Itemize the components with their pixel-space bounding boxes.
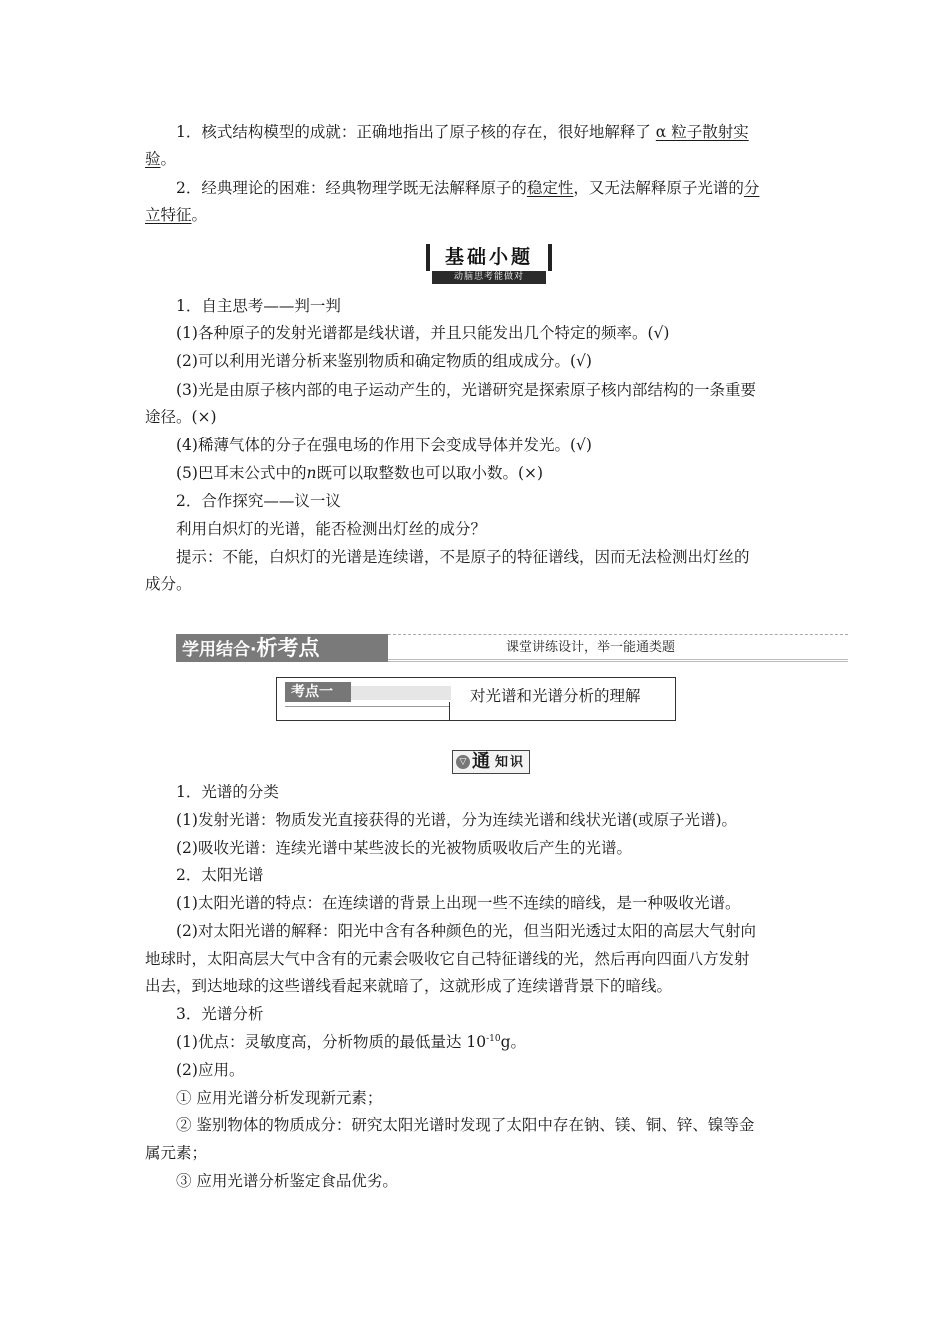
intro-paragraph-2-cont: 立特征。 xyxy=(145,206,208,224)
knowledge-badge xyxy=(452,750,530,774)
badge-title: 基础小题 xyxy=(426,244,552,271)
judge-item: (2)可以利用光谱分析来鉴别物质和确定物质的组成成分。(√) xyxy=(176,352,592,370)
section-label: 学用结合·析考点 xyxy=(176,634,388,662)
badge-text: 知识 xyxy=(495,755,526,770)
underlined-term: 验 xyxy=(145,150,161,168)
judge-item: (1)各种原子的发射光谱都是线状谱，并且只能发出几个特定的频率。(√) xyxy=(176,324,670,342)
content-line: (1)发射光谱：物质发光直接获得的光谱，分为连续光谱和线状光谱(或原子光谱)。 xyxy=(176,811,738,829)
section-header xyxy=(176,634,848,664)
judge-item: (5)巴耳末公式中的n既可以取整数也可以取小数。(×) xyxy=(176,464,544,482)
question-1-title: 1．自主思考——判一判 xyxy=(176,297,341,315)
content-line: 属元素； xyxy=(145,1144,208,1162)
content-line: (2)吸收光谱：连续光谱中某些波长的光被物质吸收后产生的光谱。 xyxy=(176,839,632,857)
content-line: ② 鉴别物体的物质成分：研究太阳光谱时发现了太阳中存在钠、镁、铜、锌、镍等金 xyxy=(176,1116,755,1134)
tag-underline xyxy=(285,702,449,707)
underlined-term: 稳定性 xyxy=(526,179,574,197)
judge-item: (4)稀薄气体的分子在强电场的作用下会变成导体并发光。(√) xyxy=(176,436,592,454)
intro-paragraph-1-cont: 验。 xyxy=(145,150,177,168)
exam-point-title: 对光谱和光谱分析的理解 xyxy=(470,687,641,705)
badge-subtitle: 动脑思考能做对 xyxy=(432,271,546,284)
badge-main-char: 通 xyxy=(472,751,490,772)
underlined-term: 立特征 xyxy=(145,206,192,224)
question-2-prompt: 利用白炽灯的光谱，能否检测出灯丝的成分？ xyxy=(176,520,487,538)
judge-item: (3)光是由原子核内部的电子运动产生的，光谱研究是探索原子核内部结构的一条重要 xyxy=(176,381,756,399)
tag-strip xyxy=(351,686,451,700)
heading-spectrum-types: 1．光谱的分类 xyxy=(176,783,279,801)
down-triangle-icon: ▽ xyxy=(456,755,470,769)
exam-point-box xyxy=(276,677,676,721)
question-2-answer: 提示：不能，白炽灯的光谱是连续谱，不是原子的特征谱线，因而无法检测出灯丝的 xyxy=(176,548,750,566)
content-line: 出去，到达地球的这些谱线看起来就暗了，这就形成了连续谱背景下的暗线。 xyxy=(145,977,673,995)
heading-spectral-analysis: 3．光谱分析 xyxy=(176,1005,264,1023)
underlined-term: α 粒子散射实 xyxy=(655,123,749,141)
question-2-answer-cont: 成分。 xyxy=(145,575,192,593)
basic-exercise-badge xyxy=(426,244,552,285)
content-line: (2)对太阳光谱的解释：阳光中含有各种颜色的光，但当阳光透过太阳的高层大气射向 xyxy=(176,922,756,940)
intro-paragraph-1: 1．核式结构模型的成就：正确地指出了原子核的存在，很好地解释了 α 粒子散射实 xyxy=(176,123,749,141)
question-2-title: 2．合作探究——议一议 xyxy=(176,492,341,510)
underlined-term: 分 xyxy=(743,179,760,197)
intro-paragraph-2: 2．经典理论的困难：经典物理学既无法解释原子的稳定性，又无法解释原子光谱的分 xyxy=(176,179,760,197)
content-line: 地球时，太阳高层大气中含有的元素会吸收它自己特征谱线的光，然后再向四面八方发射 xyxy=(145,950,750,968)
heading-solar-spectrum: 2．太阳光谱 xyxy=(176,866,264,884)
section-hint: 课堂讲练设计，举一能通类题 xyxy=(506,640,676,655)
content-line: ③ 应用光谱分析鉴定食品优劣。 xyxy=(176,1172,398,1190)
content-line: ① 应用光谱分析发现新元素； xyxy=(176,1089,383,1107)
judge-item-cont: 途径。(×) xyxy=(145,408,217,426)
content-line: (1)优点：灵敏度高，分析物质的最低量达 $10^{-10}g$。 xyxy=(176,1033,527,1051)
tag-divider xyxy=(449,702,450,720)
content-line: (2)应用。 xyxy=(176,1061,245,1079)
content-line: (1)太阳光谱的特点：在连续谱的背景上出现一些不连续的暗线，是一种吸收光谱。 xyxy=(176,894,741,912)
exam-point-tag: 考点一 xyxy=(285,682,351,702)
